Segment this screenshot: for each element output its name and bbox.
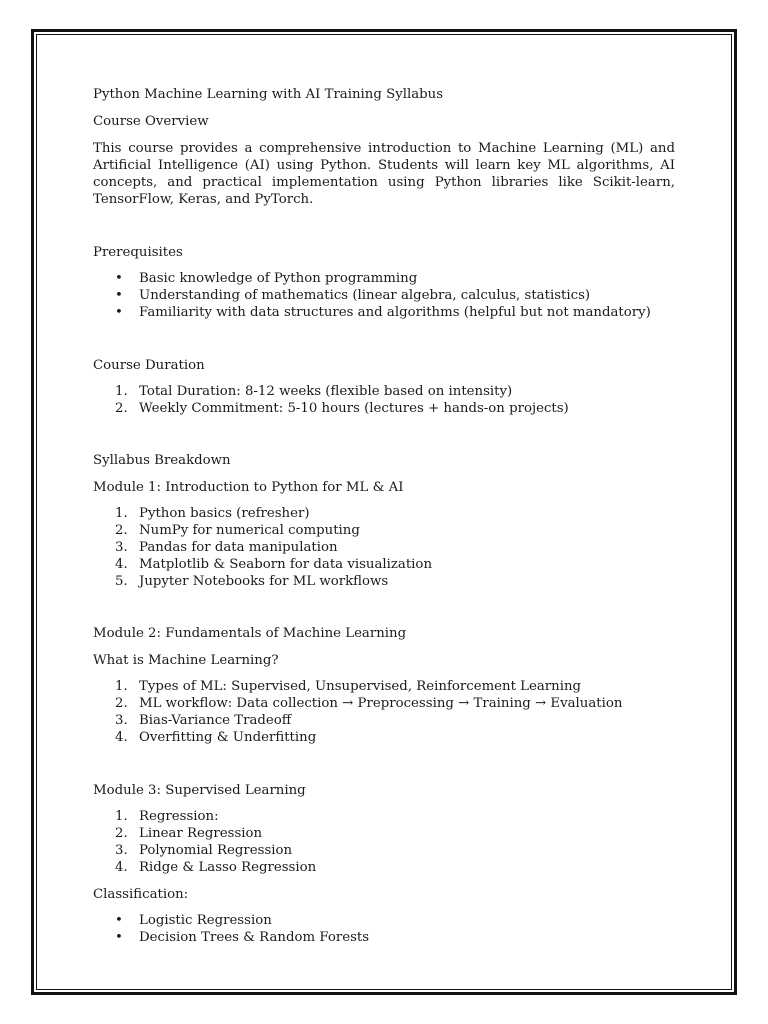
prerequisites-list <box>93 270 675 321</box>
bullet-icon: • <box>115 288 123 303</box>
bullet-icon: • <box>115 930 123 945</box>
list-item: 2. NumPy for numerical computing <box>115 523 360 538</box>
bullet-icon: • <box>115 913 123 928</box>
list-item: 4. Overfitting & Underfitting <box>115 730 317 745</box>
prerequisites-heading: Prerequisites <box>93 245 183 260</box>
module2-subheading: What is Machine Learning? <box>93 653 279 668</box>
list-item: 1. Total Duration: 8-12 weeks (flexible based on intensity) <box>115 384 513 399</box>
list-item: • Logistic Regression <box>115 913 272 928</box>
list-item: • Basic knowledge of Python programming <box>115 271 418 286</box>
list-item: 2. ML workflow: Data collection → Preprocessing → Training → Evaluation <box>115 696 623 711</box>
classification-list <box>93 912 675 946</box>
list-item: 1. Python basics (refresher) <box>115 506 310 521</box>
module3-list <box>93 808 675 876</box>
list-item: 5. Jupyter Notebooks for ML workflows <box>115 574 389 589</box>
classification-heading: Classification: <box>93 887 189 902</box>
list-item: • Familiarity with data structures and algorithms (helpful but not mandatory) <box>115 305 651 320</box>
overview-heading: Course Overview <box>93 114 209 129</box>
syllabus-heading: Syllabus Breakdown <box>93 453 231 468</box>
list-item: 2. Weekly Commitment: 5-10 hours (lectures + hands-on projects) <box>115 401 569 416</box>
bullet-icon: • <box>115 271 123 286</box>
list-item: 3. Pandas for data manipulation <box>115 540 338 555</box>
duration-list <box>93 383 675 417</box>
list-item: 4. Matplotlib & Seaborn for data visualization <box>115 557 433 572</box>
list-item: 3. Bias-Variance Tradeoff <box>115 713 292 728</box>
module2-heading: Module 2: Fundamentals of Machine Learning <box>93 626 407 641</box>
module1-heading: Module 1: Introduction to Python for ML & AI <box>93 480 404 495</box>
module2-list <box>93 678 675 746</box>
list-item: 2. Linear Regression <box>115 826 263 841</box>
module1-list <box>93 505 675 590</box>
list-item: • Understanding of mathematics (linear algebra, calculus, statistics) <box>115 288 591 303</box>
list-item: 1. Types of ML: Supervised, Unsupervised, Reinforcement Learning <box>115 679 582 694</box>
module3-heading: Module 3: Supervised Learning <box>93 783 306 798</box>
duration-heading: Course Duration <box>93 358 205 373</box>
document-title: Python Machine Learning with AI Training Syllabus <box>93 87 444 102</box>
bullet-icon: • <box>115 305 123 320</box>
overview-text: This course provides a comprehensive introduction to Machine Learning (ML) and Artificial Intelligence (AI) using Python. Students will learn key ML algorithms, AI concepts, and practical implementation using Python libraries like Scikit-learn, TensorFlow, Keras, and PyTorch. <box>93 141 675 207</box>
list-item: 4. Ridge & Lasso Regression <box>115 860 317 875</box>
list-item: 3. Polynomial Regression <box>115 843 293 858</box>
document-body <box>93 86 675 946</box>
list-item: • Decision Trees & Random Forests <box>115 930 370 945</box>
list-item: 1. Regression: <box>115 809 219 824</box>
